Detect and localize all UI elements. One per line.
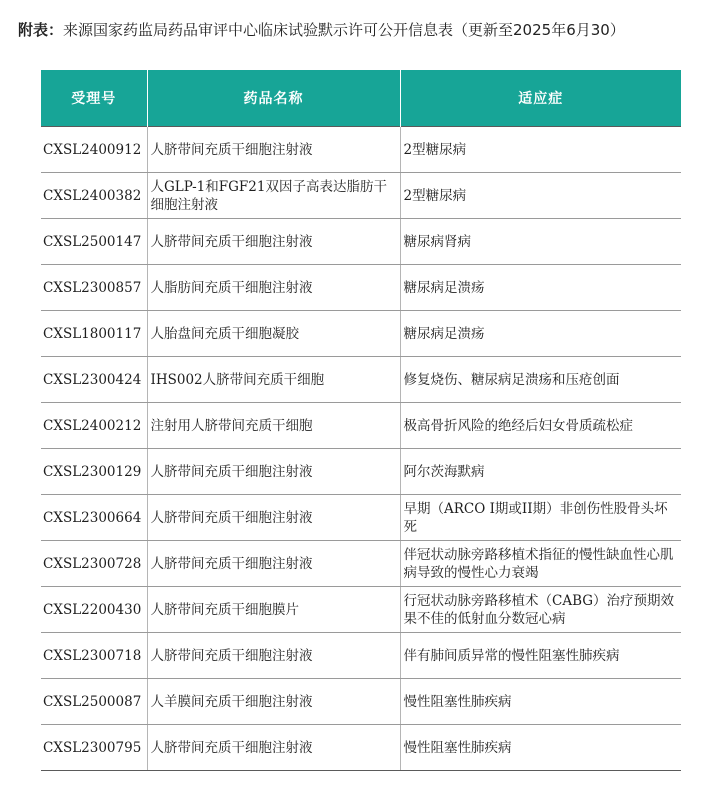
- acceptance-number-cell: CXSL2500087: [41, 679, 147, 725]
- caption-label: 附表：: [18, 21, 64, 39]
- drug-name-cell: 人脐带间充质干细胞膜片: [147, 587, 400, 633]
- indication-cell: 行冠状动脉旁路移植术（CABG）治疗预期效果不佳的低射血分数冠心病: [400, 587, 681, 633]
- indication-cell: 早期（ARCO I期或II期）非创伤性股骨头坏死: [400, 495, 681, 541]
- table-row: [41, 449, 681, 495]
- indication-cell: 阿尔茨海默病: [400, 449, 681, 495]
- indication-cell: 伴冠状动脉旁路移植术指征的慢性缺血性心肌病导致的慢性心力衰竭: [400, 541, 681, 587]
- table-row: [41, 403, 681, 449]
- drug-name-cell: 人羊膜间充质干细胞注射液: [147, 679, 400, 725]
- drug-name-cell: 人胎盘间充质干细胞凝胶: [147, 311, 400, 357]
- indication-cell: 伴有肺间质异常的慢性阻塞性肺疾病: [400, 633, 681, 679]
- table-row: [41, 495, 681, 541]
- table-row: [41, 357, 681, 403]
- table-row: [41, 127, 681, 173]
- drug-name-cell: 人脐带间充质干细胞注射液: [147, 633, 400, 679]
- acceptance-number-cell: CXSL2200430: [41, 587, 147, 633]
- acceptance-number-cell: CXSL2500147: [41, 219, 147, 265]
- table-row: [41, 311, 681, 357]
- acceptance-number-cell: CXSL2400212: [41, 403, 147, 449]
- acceptance-number-cell: CXSL2300728: [41, 541, 147, 587]
- drug-name-cell: 人脐带间充质干细胞注射液: [147, 725, 400, 771]
- drug-name-cell: 人GLP-1和FGF21双因子高表达脂肪干细胞注射液: [147, 173, 400, 219]
- table-row: [41, 265, 681, 311]
- drug-name-cell: 人脐带间充质干细胞注射液: [147, 495, 400, 541]
- table-caption: [18, 19, 714, 41]
- table-row: [41, 173, 681, 219]
- indication-cell: 糖尿病足溃疡: [400, 265, 681, 311]
- approval-table-container: [41, 70, 681, 771]
- drug-name-cell: 人脐带间充质干细胞注射液: [147, 541, 400, 587]
- acceptance-number-cell: CXSL2300424: [41, 357, 147, 403]
- table-row: [41, 541, 681, 587]
- indication-cell: 慢性阻塞性肺疾病: [400, 679, 681, 725]
- indication-cell: 极高骨折风险的绝经后妇女骨质疏松症: [400, 403, 681, 449]
- acceptance-number-cell: CXSL1800117: [41, 311, 147, 357]
- acceptance-number-cell: CXSL2300795: [41, 725, 147, 771]
- indication-cell: 糖尿病足溃疡: [400, 311, 681, 357]
- table-row: [41, 679, 681, 725]
- acceptance-number-cell: CXSL2300718: [41, 633, 147, 679]
- drug-name-cell: IHS002人脐带间充质干细胞: [147, 357, 400, 403]
- approval-table: [41, 70, 681, 771]
- acceptance-number-cell: CXSL2300129: [41, 449, 147, 495]
- indication-cell: 修复烧伤、糖尿病足溃疡和压疮创面: [400, 357, 681, 403]
- acceptance-number-cell: CXSL2400912: [41, 127, 147, 173]
- acceptance-number-cell: CXSL2400382: [41, 173, 147, 219]
- drug-name-cell: 人脐带间充质干细胞注射液: [147, 219, 400, 265]
- table-body: [41, 127, 681, 771]
- drug-name-cell: 人脂肪间充质干细胞注射液: [147, 265, 400, 311]
- table-row: [41, 587, 681, 633]
- indication-cell: 糖尿病肾病: [400, 219, 681, 265]
- acceptance-number-cell: CXSL2300857: [41, 265, 147, 311]
- table-row: [41, 633, 681, 679]
- header-indication: 适应症: [400, 70, 681, 127]
- table-row: [41, 219, 681, 265]
- header-drug-name: 药品名称: [147, 70, 400, 127]
- table-header: [41, 70, 681, 127]
- indication-cell: 2型糖尿病: [400, 127, 681, 173]
- drug-name-cell: 人脐带间充质干细胞注射液: [147, 449, 400, 495]
- indication-cell: 2型糖尿病: [400, 173, 681, 219]
- indication-cell: 慢性阻塞性肺疾病: [400, 725, 681, 771]
- drug-name-cell: 人脐带间充质干细胞注射液: [147, 127, 400, 173]
- header-row: [41, 70, 681, 127]
- table-row: [41, 725, 681, 771]
- drug-name-cell: 注射用人脐带间充质干细胞: [147, 403, 400, 449]
- header-acceptance-number: 受理号: [41, 70, 147, 127]
- acceptance-number-cell: CXSL2300664: [41, 495, 147, 541]
- caption-text: 来源国家药监局药品审评中心临床试验默示许可公开信息表（更新至2025年6月30）: [63, 21, 625, 39]
